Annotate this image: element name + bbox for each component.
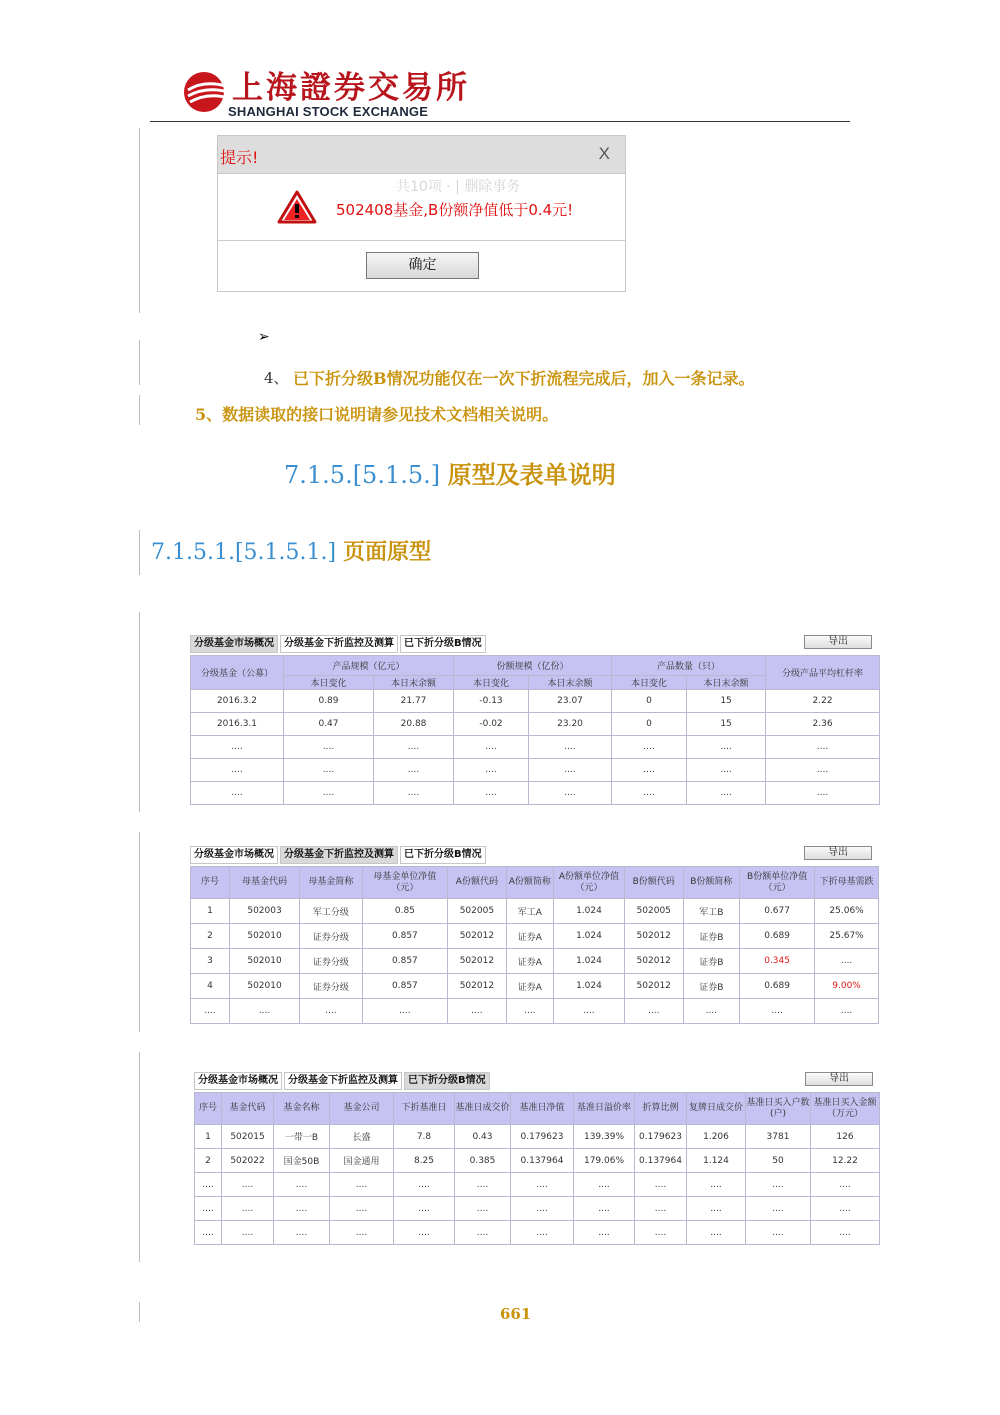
table-cell: .... xyxy=(330,1197,394,1221)
table-cell: 50 xyxy=(746,1149,811,1173)
table-cell: 15 xyxy=(687,713,766,736)
table-cell: 502005 xyxy=(624,899,683,924)
table-cell: .... xyxy=(274,1173,330,1197)
close-icon[interactable]: X xyxy=(598,144,610,163)
margin-bar xyxy=(139,395,140,425)
table-cell: .... xyxy=(274,1197,330,1221)
table-row xyxy=(195,1149,880,1173)
warning-icon xyxy=(277,190,317,224)
table-cell: 502022 xyxy=(222,1149,274,1173)
table-cell: .... xyxy=(635,1173,687,1197)
table-cell: 2.36 xyxy=(766,713,880,736)
alert-dialog xyxy=(217,135,626,292)
table-cell: .... xyxy=(374,782,454,805)
table-cell: .... xyxy=(455,1221,511,1245)
table-cell: .... xyxy=(687,1221,746,1245)
table-cell: 1.024 xyxy=(553,899,624,924)
col-header: 母基金单位净值（元） xyxy=(362,867,447,899)
tab-bar xyxy=(190,635,488,653)
item-4-text: 已下折分级B情况功能仅在一次下折流程完成后，加入一条记录。 xyxy=(293,369,755,388)
subsection-heading xyxy=(151,535,431,566)
table-cell: .... xyxy=(284,759,374,782)
tab-market-overview[interactable]: 分级基金市场概况 xyxy=(190,846,278,864)
col-header: 基金名称 xyxy=(274,1093,330,1125)
table-cell: .... xyxy=(766,736,880,759)
table-cell: 502012 xyxy=(624,974,683,999)
sse-logo-icon xyxy=(182,70,230,114)
table-cell: 2016.3.1 xyxy=(191,713,284,736)
table-cell: .... xyxy=(448,999,507,1024)
table-cell: 证券分级 xyxy=(300,974,363,999)
export-button[interactable]: 导出 xyxy=(804,635,872,649)
table-cell: 502010 xyxy=(230,974,300,999)
table-cell: -0.02 xyxy=(454,713,529,736)
tab-downfolded-b[interactable]: 已下折分级B情况 xyxy=(400,846,486,864)
table-cell: .... xyxy=(511,1173,574,1197)
table-cell: 3 xyxy=(191,949,230,974)
table-cell: .... xyxy=(284,782,374,805)
table-cell: 139.39% xyxy=(574,1125,635,1149)
margin-bar xyxy=(139,340,140,385)
table-cell: 0.85 xyxy=(362,899,447,924)
table-cell: .... xyxy=(222,1221,274,1245)
table-cell: .... xyxy=(740,999,815,1024)
table-cell: .... xyxy=(454,759,529,782)
col-header-avg-leverage: 分级产品平均杠杆率 xyxy=(766,656,880,690)
table-cell: 23.07 xyxy=(529,690,612,713)
tab-market-overview[interactable]: 分级基金市场概况 xyxy=(194,1072,282,1090)
col-header: 序号 xyxy=(195,1093,222,1125)
col-header: B份额代码 xyxy=(624,867,683,899)
subsection-heading-number: 7.1.5.1.[5.1.5.1.] xyxy=(151,540,337,565)
table-cell: 证券A xyxy=(506,924,553,949)
market-overview-panel xyxy=(190,635,880,811)
table-cell: .... xyxy=(455,1173,511,1197)
table-cell: 21.77 xyxy=(374,690,454,713)
table-cell: 证券分级 xyxy=(300,924,363,949)
col-header: 基金公司 xyxy=(330,1093,394,1125)
header-divider xyxy=(150,121,850,122)
col-header: 基准日买入户数(户) xyxy=(746,1093,811,1125)
table-row xyxy=(191,949,879,974)
table-cell: .... xyxy=(612,736,687,759)
market-overview-table xyxy=(190,655,880,805)
col-header: 基准日买入金额（万元） xyxy=(811,1093,880,1125)
table-cell: .... xyxy=(330,1221,394,1245)
table-cell: .... xyxy=(195,1173,222,1197)
table-cell: .... xyxy=(811,1221,880,1245)
table-cell: 证券分级 xyxy=(300,949,363,974)
table-cell: .... xyxy=(511,1197,574,1221)
table-cell: 3781 xyxy=(746,1125,811,1149)
col-header: 下折母基需跌 xyxy=(815,867,879,899)
table-cell: 0 xyxy=(612,713,687,736)
table-cell: 军工B xyxy=(683,899,740,924)
col-header: 基准日净值 xyxy=(511,1093,574,1125)
margin-bar xyxy=(139,128,140,313)
table-cell: 0.857 xyxy=(362,924,447,949)
table-row xyxy=(191,736,880,759)
table-cell: 0.689 xyxy=(740,924,815,949)
col-header-fund: 分级基金（公募） xyxy=(191,656,284,690)
table-cell: 长盛 xyxy=(330,1125,394,1149)
table-cell: 502003 xyxy=(230,899,300,924)
export-button[interactable]: 导出 xyxy=(804,846,872,860)
table-cell: 0.47 xyxy=(284,713,374,736)
table-cell: .... xyxy=(687,759,766,782)
table-cell: .... xyxy=(811,1173,880,1197)
table-cell: 1.206 xyxy=(687,1125,746,1149)
table-cell: .... xyxy=(394,1221,455,1245)
table-cell: 2 xyxy=(191,924,230,949)
col-header: 基准日成交价 xyxy=(455,1093,511,1125)
table-cell: 0.43 xyxy=(455,1125,511,1149)
item-4-number: 4、 xyxy=(264,369,289,387)
margin-bar xyxy=(139,1302,140,1322)
sub-header: 本日变化 xyxy=(284,676,374,690)
downfold-monitor-panel xyxy=(190,846,880,1026)
table-cell: 军工分级 xyxy=(300,899,363,924)
col-header: 基准日溢价率 xyxy=(574,1093,635,1125)
margin-bar xyxy=(139,530,140,575)
table-cell: .... xyxy=(811,1197,880,1221)
table-cell: .... xyxy=(455,1197,511,1221)
tab-market-overview[interactable]: 分级基金市场概况 xyxy=(190,635,278,653)
logo-english-name: SHANGHAI STOCK EXCHANGE xyxy=(228,104,429,119)
tab-downfold-monitor[interactable]: 分级基金下折监控及测算 xyxy=(280,846,398,864)
table-cell: 证券B xyxy=(683,949,740,974)
table-cell: .... xyxy=(574,1173,635,1197)
table-cell: 一带一B xyxy=(274,1125,330,1149)
table-cell: .... xyxy=(195,1221,222,1245)
table-cell: .... xyxy=(529,782,612,805)
table-cell: .... xyxy=(624,999,683,1024)
col-header: B份额简称 xyxy=(683,867,740,899)
sub-header: 本日末余额 xyxy=(529,676,612,690)
table-cell: 0.385 xyxy=(455,1149,511,1173)
table-cell: 1.024 xyxy=(553,974,624,999)
margin-bar xyxy=(139,1052,140,1262)
downfolded-b-table xyxy=(194,1092,880,1245)
table-cell: 国金50B xyxy=(274,1149,330,1173)
bullet-arrow-icon: ➢ xyxy=(258,329,270,345)
table-row xyxy=(191,899,879,924)
col-header: 复牌日成交价 xyxy=(687,1093,746,1125)
downfold-monitor-table xyxy=(190,866,879,1024)
table-cell: 2 xyxy=(195,1149,222,1173)
table-cell: 20.88 xyxy=(374,713,454,736)
group-header-product-size: 产品规模（亿元） xyxy=(284,656,454,676)
table-cell: .... xyxy=(746,1197,811,1221)
table-cell: .... xyxy=(574,1197,635,1221)
table-cell: .... xyxy=(274,1221,330,1245)
table-cell: .... xyxy=(687,782,766,805)
col-header: B份额单位净值（元） xyxy=(740,867,815,899)
table-cell: .... xyxy=(230,999,300,1024)
table-cell: 502012 xyxy=(448,949,507,974)
table-row xyxy=(195,1221,880,1245)
table-cell: 0.345 xyxy=(740,949,815,974)
col-header: A份额代码 xyxy=(448,867,507,899)
table-cell: .... xyxy=(300,999,363,1024)
table-cell: .... xyxy=(394,1197,455,1221)
col-header: 母基金代码 xyxy=(230,867,300,899)
table-cell: .... xyxy=(191,999,230,1024)
table-cell: .... xyxy=(766,759,880,782)
table-cell: .... xyxy=(284,736,374,759)
downfolded-b-panel xyxy=(194,1072,880,1257)
col-header: 序号 xyxy=(191,867,230,899)
table-cell: .... xyxy=(529,736,612,759)
table-cell: 0 xyxy=(612,690,687,713)
tab-downfolded-b[interactable]: 已下折分级B情况 xyxy=(404,1072,490,1090)
table-cell: .... xyxy=(746,1221,811,1245)
table-cell: 0.689 xyxy=(740,974,815,999)
table-cell: 军工A xyxy=(506,899,553,924)
table-cell: 23.20 xyxy=(529,713,612,736)
table-cell: .... xyxy=(635,1221,687,1245)
table-cell: 1 xyxy=(195,1125,222,1149)
table-cell: 1.124 xyxy=(687,1149,746,1173)
subsection-heading-text: 页面原型 xyxy=(343,539,432,565)
table-cell: 0.857 xyxy=(362,949,447,974)
table-cell: .... xyxy=(506,999,553,1024)
table-cell: 502015 xyxy=(222,1125,274,1149)
table-cell: 国金通用 xyxy=(330,1149,394,1173)
table-cell: 证券B xyxy=(683,924,740,949)
table-cell: .... xyxy=(374,759,454,782)
col-header: 下折基准日 xyxy=(394,1093,455,1125)
table-cell: .... xyxy=(815,949,879,974)
table-cell: .... xyxy=(195,1197,222,1221)
col-header: 基金代码 xyxy=(222,1093,274,1125)
table-cell: .... xyxy=(222,1173,274,1197)
sub-header: 本日变化 xyxy=(454,676,529,690)
margin-bar xyxy=(139,612,140,812)
table-cell: 502012 xyxy=(624,949,683,974)
dialog-header xyxy=(218,136,625,174)
table-cell: .... xyxy=(687,736,766,759)
tab-bar xyxy=(190,846,488,864)
table-cell: .... xyxy=(612,759,687,782)
table-cell: 4 xyxy=(191,974,230,999)
section-heading xyxy=(284,455,616,490)
table-cell: .... xyxy=(330,1173,394,1197)
tab-downfolded-b[interactable]: 已下折分级B情况 xyxy=(400,635,486,653)
table-cell: .... xyxy=(815,999,879,1024)
table-row xyxy=(191,924,879,949)
table-cell: 0.179623 xyxy=(511,1125,574,1149)
table-row xyxy=(195,1197,880,1221)
table-row xyxy=(191,690,880,713)
table-cell: 502010 xyxy=(230,924,300,949)
table-row xyxy=(191,759,880,782)
table-cell: .... xyxy=(191,782,284,805)
table-row xyxy=(191,974,879,999)
section-heading-number: 7.1.5.[5.1.5.] xyxy=(284,461,441,489)
group-header-product-count: 产品数量（只） xyxy=(612,656,766,676)
table-cell: .... xyxy=(454,736,529,759)
col-header: A份额简称 xyxy=(506,867,553,899)
sub-header: 本日末余额 xyxy=(374,676,454,690)
table-cell: .... xyxy=(454,782,529,805)
table-cell: .... xyxy=(394,1173,455,1197)
table-cell: 0.89 xyxy=(284,690,374,713)
table-cell: 9.00% xyxy=(815,974,879,999)
table-cell: 502012 xyxy=(448,974,507,999)
col-header: A份额单位净值（元） xyxy=(553,867,624,899)
export-button[interactable]: 导出 xyxy=(805,1072,873,1086)
table-cell: .... xyxy=(766,782,880,805)
table-cell: .... xyxy=(574,1221,635,1245)
table-row xyxy=(195,1125,880,1149)
table-cell: 2016.3.2 xyxy=(191,690,284,713)
col-header: 折算比例 xyxy=(635,1093,687,1125)
table-cell: 证券A xyxy=(506,949,553,974)
table-cell: 0.137964 xyxy=(511,1149,574,1173)
dialog-separator xyxy=(218,240,625,241)
table-cell: 126 xyxy=(811,1125,880,1149)
dialog-title: 提示! xyxy=(220,148,259,167)
table-cell: 15 xyxy=(687,690,766,713)
ok-button[interactable]: 确定 xyxy=(366,252,479,279)
dialog-ghost-text: 共10项 · | 删除事务 xyxy=(396,179,521,195)
table-cell: .... xyxy=(635,1197,687,1221)
table-cell: 1.024 xyxy=(553,924,624,949)
table-cell: .... xyxy=(511,1221,574,1245)
table-cell: .... xyxy=(191,736,284,759)
table-cell: 502010 xyxy=(230,949,300,974)
table-cell: .... xyxy=(687,1197,746,1221)
table-cell: 25.67% xyxy=(815,924,879,949)
table-cell: 证券A xyxy=(506,974,553,999)
table-cell: .... xyxy=(612,782,687,805)
table-cell: .... xyxy=(374,736,454,759)
margin-bar xyxy=(139,832,140,1032)
table-cell: 12.22 xyxy=(811,1149,880,1173)
table-cell: .... xyxy=(746,1173,811,1197)
tab-bar xyxy=(194,1072,492,1090)
table-cell: 179.06% xyxy=(574,1149,635,1173)
table-cell: .... xyxy=(191,759,284,782)
table-cell: 502005 xyxy=(448,899,507,924)
tab-downfold-monitor[interactable]: 分级基金下折监控及测算 xyxy=(284,1072,402,1090)
table-cell: .... xyxy=(222,1197,274,1221)
table-cell: 0.179623 xyxy=(635,1125,687,1149)
table-cell: 502012 xyxy=(624,924,683,949)
table-cell: .... xyxy=(553,999,624,1024)
table-cell: .... xyxy=(362,999,447,1024)
tab-downfold-monitor[interactable]: 分级基金下折监控及测算 xyxy=(280,635,398,653)
table-cell: 证券B xyxy=(683,974,740,999)
table-cell: .... xyxy=(683,999,740,1024)
table-cell: 0.137964 xyxy=(635,1149,687,1173)
table-row xyxy=(195,1173,880,1197)
page-number: 661 xyxy=(500,1305,532,1323)
sub-header: 本日末余额 xyxy=(687,676,766,690)
table-row xyxy=(191,713,880,736)
item-5-text: 5、数据读取的接口说明请参见技术文档相关说明。 xyxy=(195,405,559,424)
group-header-share-size: 份额规模（亿份） xyxy=(454,656,612,676)
table-row xyxy=(191,999,879,1024)
table-cell: 0.857 xyxy=(362,974,447,999)
table-cell: .... xyxy=(687,1173,746,1197)
table-cell: 502012 xyxy=(448,924,507,949)
table-cell: 7.8 xyxy=(394,1125,455,1149)
col-header: 母基金简称 xyxy=(300,867,363,899)
table-cell: -0.13 xyxy=(454,690,529,713)
table-cell: 0.677 xyxy=(740,899,815,924)
table-row xyxy=(191,782,880,805)
table-cell: .... xyxy=(529,759,612,782)
logo-chinese-name: 上海證券交易所 xyxy=(232,70,470,106)
section-heading-text: 原型及表单说明 xyxy=(447,460,616,489)
table-cell: 1 xyxy=(191,899,230,924)
sub-header: 本日变化 xyxy=(612,676,687,690)
table-cell: 8.25 xyxy=(394,1149,455,1173)
table-cell: 25.06% xyxy=(815,899,879,924)
table-cell: 1.024 xyxy=(553,949,624,974)
dialog-message: 502408基金,B份额净值低于0.4元! xyxy=(336,201,574,219)
table-cell: 2.22 xyxy=(766,690,880,713)
